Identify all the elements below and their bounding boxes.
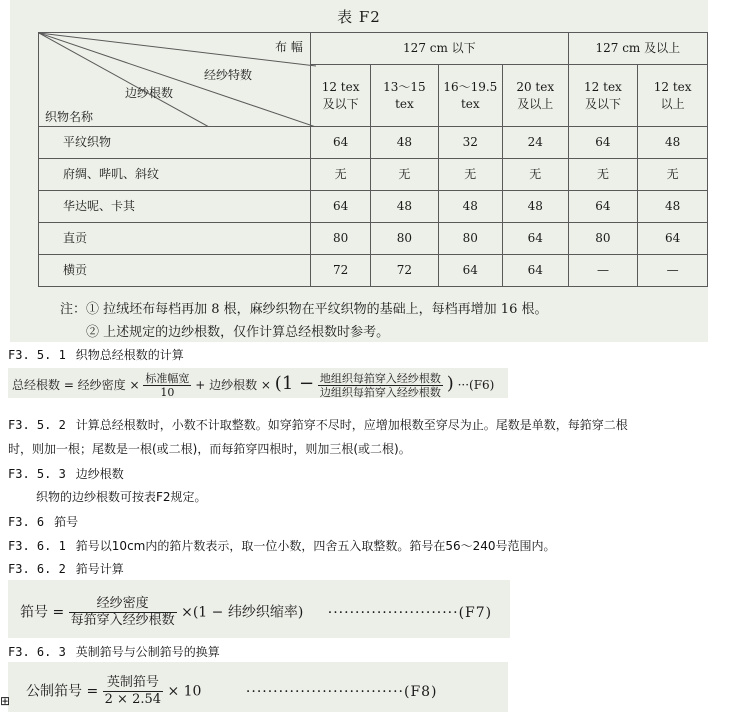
table-cell: 无 <box>371 159 439 191</box>
col-header-line1: 16～19.5 <box>443 79 498 94</box>
f7-rhs: ×(1 − 纬纱织缩率) <box>181 604 304 621</box>
section-heading <box>8 346 184 363</box>
table-cell: 无 <box>438 159 502 191</box>
col-header-line2: tex <box>460 96 480 111</box>
group-header-127-above: 127 cm 及以上 <box>568 33 707 65</box>
table-row <box>39 255 708 287</box>
paragraph-text: 计算总经根数时，小数不计取整数。如穿筘穿不尽时，应增加根数至穿尽为止。尾数是单数，每筘穿二根 <box>75 418 628 432</box>
f8-rhs: × 10 <box>167 683 202 700</box>
table-cell: 无 <box>568 159 638 191</box>
paragraph-text: 织物的边纱根数可按表F2规定。 <box>36 490 207 504</box>
table-cell: 48 <box>371 191 439 223</box>
table-cell: — <box>638 255 708 287</box>
table-cell: 64 <box>568 127 638 159</box>
row-fabric-name: 府绸、哔叽、斜纹 <box>39 159 311 191</box>
f8-denominator: 2 × 2.54 <box>104 692 162 707</box>
table-cell: 64 <box>568 191 638 223</box>
col-header <box>502 65 568 127</box>
col-header-line1: 12 tex <box>584 79 622 94</box>
section-number: F3. 5. 2 <box>8 418 66 432</box>
section-number: F3. 5. 1 <box>8 348 66 362</box>
table-cell: 64 <box>502 223 568 255</box>
col-header-line1: 20 tex <box>516 79 555 94</box>
table-title: 表 F2 <box>337 8 381 26</box>
table-cell: 80 <box>438 223 502 255</box>
table-cell: 64 <box>438 255 502 287</box>
f6-fraction-reed <box>318 372 443 399</box>
f8-lhs: 公制筘号 = <box>26 683 99 700</box>
section-title: 英制筘号与公制筘号的换算 <box>75 645 220 659</box>
diag-label-warp-tex: 经纱特数 <box>204 68 253 82</box>
col-header-line2: 及以下 <box>322 96 359 111</box>
table-row <box>39 159 708 191</box>
f6-frac2-denominator: 边组织每筘穿入经纱根数 <box>319 386 441 399</box>
f6-lhs: 总经根数 = 经纱密度 × <box>12 378 140 392</box>
f6-frac2-numerator: 地组织每筘穿入经纱根数 <box>319 372 441 385</box>
section-title: 边纱根数 <box>75 467 124 481</box>
section-number: F3. 6 <box>8 515 45 529</box>
page-corner-icon: ⊞ <box>0 694 11 708</box>
section-number: F3. 6. 2 <box>8 562 66 576</box>
f6-fraction-width <box>143 372 191 399</box>
col-header-line2: tex <box>395 96 414 111</box>
note-1: 注：① 拉绒坯布每档再加 8 根，麻纱织物在平纹织物的基础上，每档再增加 16 根。 <box>60 302 548 317</box>
diag-label-selvage: 边纱根数 <box>125 86 174 100</box>
row-fabric-name: 横贡 <box>39 255 311 287</box>
section-heading <box>8 513 78 530</box>
formula-f7 <box>20 596 492 629</box>
col-header <box>371 65 439 127</box>
col-header <box>438 65 502 127</box>
diag-label-width: 布 幅 <box>275 40 303 54</box>
section-title: 筘号 <box>54 515 79 529</box>
section-number: F3. 6. 3 <box>8 645 66 659</box>
col-header-line2: 及以上 <box>517 96 554 111</box>
paragraph-3-5-3 <box>36 488 207 505</box>
table-cell: 24 <box>502 127 568 159</box>
col-header <box>638 65 708 127</box>
col-header-line1: 12 tex <box>653 79 692 94</box>
table-cell: 48 <box>371 127 439 159</box>
table-cell: — <box>568 255 638 287</box>
formula-f6 <box>12 372 494 399</box>
table-cell: 无 <box>311 159 371 191</box>
row-fabric-name: 平纹织物 <box>39 127 311 159</box>
section-number: F3. 5. 3 <box>8 467 66 481</box>
table-cell: 无 <box>638 159 708 191</box>
f7-tag: ························(F7) <box>327 604 493 621</box>
table-cell: 32 <box>438 127 502 159</box>
paragraph-3-6-1 <box>8 537 556 554</box>
table-cell: 64 <box>502 255 568 287</box>
f8-tag: ·····························(F8) <box>245 683 438 700</box>
table-cell: 48 <box>638 127 708 159</box>
table-cell: 48 <box>438 191 502 223</box>
table-cell: 64 <box>311 191 371 223</box>
table-header-row-1 <box>39 33 708 65</box>
col-header-line1: 12 tex <box>321 79 360 94</box>
group-header-under-127: 127 cm 以下 <box>311 33 568 65</box>
col-header-line2: 以上 <box>660 96 685 111</box>
section-heading <box>8 643 220 660</box>
diagonal-header-cell <box>39 33 311 127</box>
section-heading <box>8 465 124 482</box>
f6-mid: + 边纱根数 × <box>195 378 271 392</box>
table-cell: 80 <box>568 223 638 255</box>
f7-lhs: 筘号 = <box>20 604 65 621</box>
table-cell: 72 <box>371 255 439 287</box>
table-scan-panel <box>10 0 708 342</box>
col-header-line1: 13～15 <box>383 79 426 94</box>
col-header <box>311 65 371 127</box>
note-2: ② 上述规定的边纱根数，仅作计算总经根数时参考。 <box>86 325 390 340</box>
table-row <box>39 127 708 159</box>
f7-numerator: 经纱密度 <box>69 596 177 613</box>
f6-paren-close: ) <box>446 373 454 394</box>
diag-label-fabric: 织物名称 <box>45 110 94 124</box>
table-row <box>39 191 708 223</box>
section-heading <box>8 560 124 577</box>
paragraph-text: 筘号以10cm内的筘片数表示，取一位小数，四舍五入取整数。筘号在56～240号范围内。 <box>75 539 556 553</box>
f6-tag: ···(F6) <box>457 378 495 392</box>
f8-numerator: 英制筘号 <box>103 675 163 692</box>
section-number: F3. 6. 1 <box>8 539 66 553</box>
col-header <box>568 65 638 127</box>
paragraph-3-5-2-cont <box>8 440 411 457</box>
f6-frac1-numerator: 标准幅宽 <box>145 372 190 385</box>
paragraph-text: 时，则加一根；尾数是一根(或二根)，而每筘穿四根时，则加三根(或二根)。 <box>8 442 411 456</box>
table-cell: 80 <box>311 223 371 255</box>
table-cell: 80 <box>371 223 439 255</box>
col-header-line2: 及以下 <box>584 96 621 111</box>
table-cell: 无 <box>502 159 568 191</box>
table-cell: 48 <box>638 191 708 223</box>
paragraph-3-5-2 <box>8 416 628 433</box>
table-cell: 64 <box>638 223 708 255</box>
row-fabric-name: 华达呢、卡其 <box>39 191 311 223</box>
section-title: 织物总经根数的计算 <box>75 348 184 362</box>
table-cell: 64 <box>311 127 371 159</box>
f6-frac1-denominator: 10 <box>160 386 175 399</box>
table-f2 <box>38 32 708 287</box>
table-cell: 72 <box>311 255 371 287</box>
f8-fraction <box>103 675 163 708</box>
f7-denominator: 每筘穿入经纱根数 <box>70 613 175 628</box>
f7-fraction <box>69 596 177 629</box>
table-notes <box>60 298 547 344</box>
row-fabric-name: 直贡 <box>39 223 311 255</box>
section-title: 筘号计算 <box>75 562 124 576</box>
table-cell: 48 <box>502 191 568 223</box>
formula-f8 <box>26 675 438 708</box>
table-row <box>39 223 708 255</box>
f6-paren-open: (1 − <box>274 373 315 394</box>
